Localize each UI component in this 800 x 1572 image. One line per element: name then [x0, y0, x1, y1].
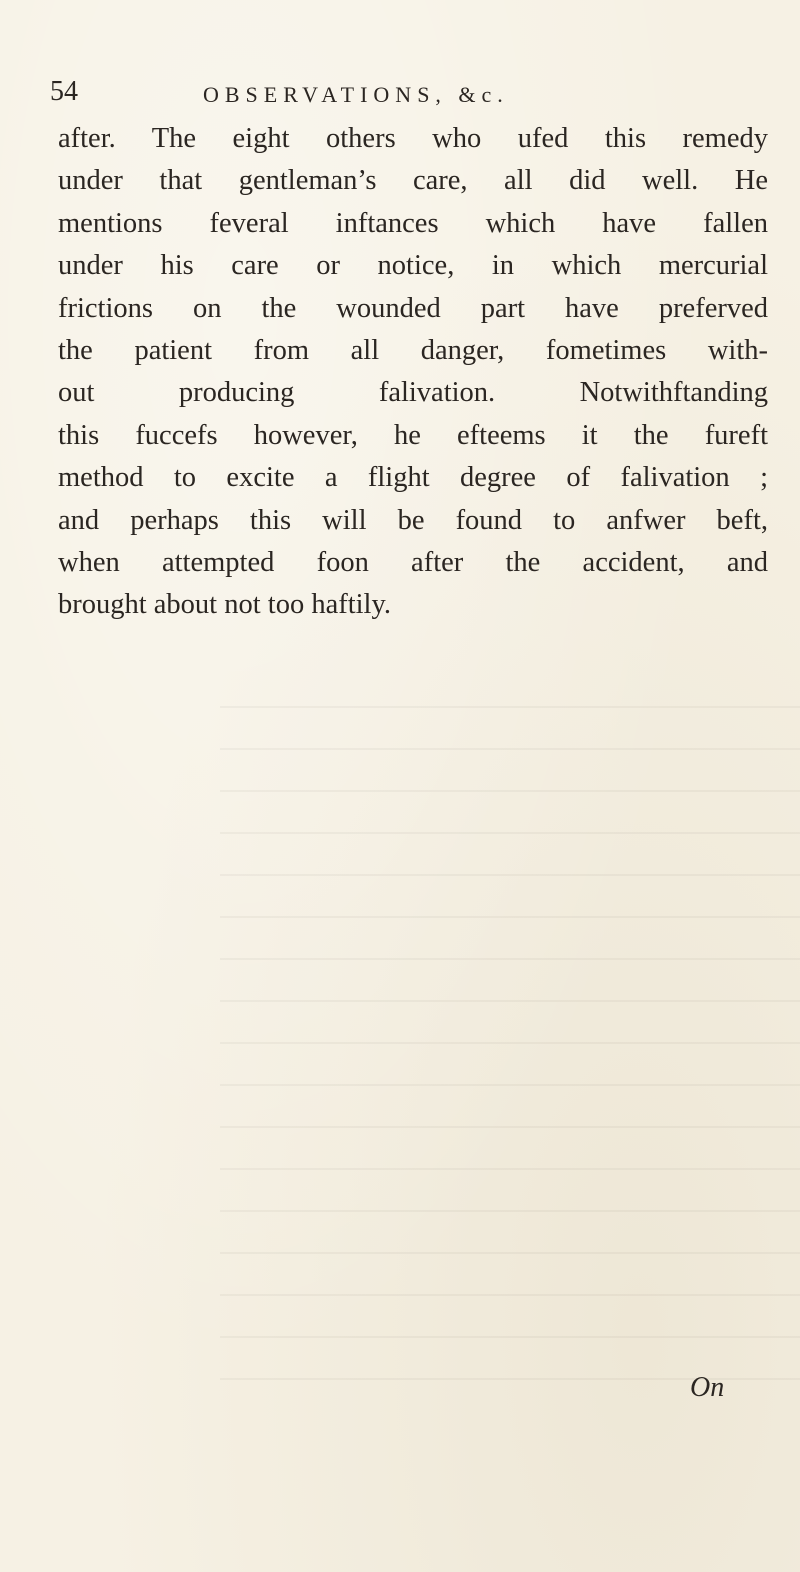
text-line: brought about not too haftily.: [58, 589, 391, 621]
page-number: 54: [50, 76, 78, 107]
text-line: frictions on the wounded part have preferved: [58, 292, 768, 324]
text-line: out producing falivation. Notwithftanding: [58, 377, 768, 409]
text-line: under that gentleman’s care, all did well. He: [58, 165, 768, 197]
body-paragraph: [58, 118, 768, 627]
running-head: OBSERVATIONS, &c.: [203, 82, 509, 107]
text-line: mentions feveral inftances which have fallen: [58, 207, 768, 239]
text-line: method to excite a flight degree of falivation ;: [58, 462, 768, 494]
text-line: this fuccefs however, he efteems it the fureft: [58, 419, 768, 451]
text-line: under his care or notice, in which mercurial: [58, 250, 768, 282]
page-header: [50, 76, 750, 116]
show-through-texture: [220, 680, 800, 1380]
text-line: when attempted foon after the accident, and: [58, 546, 768, 578]
text-line: after. The eight others who ufed this remedy: [58, 123, 768, 154]
text-line: and perhaps this will be found to anfwer beft,: [58, 504, 768, 536]
text-line: the patient from all danger, fometimes with-: [58, 334, 768, 366]
catchword: On: [690, 1372, 725, 1403]
